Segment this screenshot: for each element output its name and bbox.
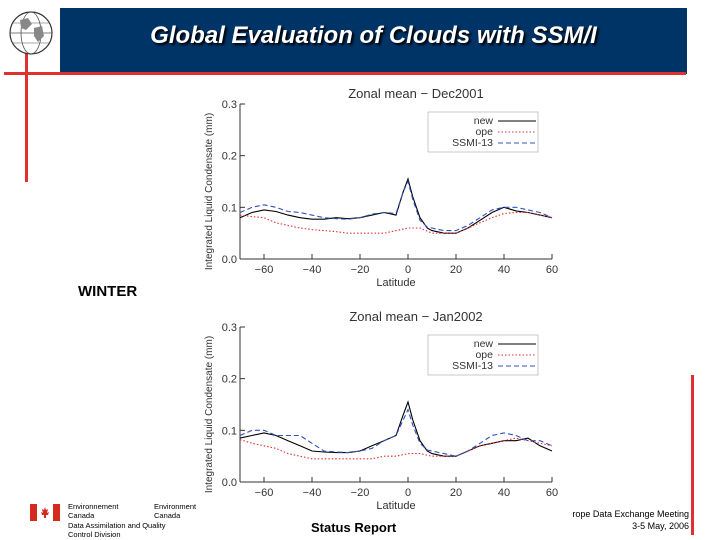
- x-tick-label: 40: [497, 487, 511, 499]
- legend-label: ope: [475, 349, 493, 361]
- x-tick-label: 60: [545, 264, 559, 276]
- x-tick-label: 20: [449, 487, 463, 499]
- org-line2-left: Canada: [68, 511, 95, 521]
- y-axis-label: Integrated Liquid Condensate (mm): [204, 112, 215, 271]
- meeting-line1: rope Data Exchange Meeting: [572, 509, 689, 519]
- footer-meeting: [530, 508, 689, 532]
- x-tick-label: −60: [254, 487, 274, 499]
- canada-flag-icon: [30, 504, 60, 521]
- legend-label: new: [473, 338, 493, 350]
- x-tick-label: 0: [404, 264, 412, 276]
- x-axis-label: Latitude: [376, 500, 416, 512]
- y-tick-label: 0.3: [221, 322, 237, 334]
- chart-jan2002: [200, 305, 560, 515]
- x-axis-label: Latitude: [376, 277, 416, 287]
- red-divider-vertical-right: [691, 375, 694, 535]
- meeting-line2: 3-5 May, 2006: [632, 521, 689, 531]
- organization-text: [68, 502, 238, 540]
- x-tick-label: −20: [350, 487, 370, 499]
- y-tick-label: 0.2: [221, 373, 237, 386]
- y-tick-label: 0.2: [221, 150, 237, 163]
- series-line-new: [240, 402, 552, 456]
- x-tick-label: −60: [254, 264, 274, 276]
- y-tick-label: 0.3: [221, 99, 237, 111]
- y-tick-label: 0.1: [221, 425, 237, 438]
- footer-status: Status Report: [311, 520, 397, 535]
- season-label: WINTER: [78, 283, 138, 300]
- legend-label: ope: [475, 126, 493, 138]
- x-tick-label: −20: [350, 264, 370, 276]
- legend-label: SSMI-13: [452, 137, 493, 149]
- series-line-new: [240, 179, 552, 233]
- chart-title: Zonal mean − Jan2002: [349, 309, 483, 324]
- org-line3: Data Assimilation and Quality: [68, 520, 166, 530]
- series-line-ssmi-13: [240, 182, 552, 231]
- x-tick-label: 40: [497, 264, 511, 276]
- globe-logo-icon: [6, 8, 56, 58]
- series-line-ssmi-13: [240, 410, 552, 457]
- y-tick-label: 0.0: [221, 477, 237, 489]
- chart-dec2001: [200, 82, 560, 287]
- legend-label: new: [473, 115, 493, 127]
- x-tick-label: −40: [302, 264, 322, 276]
- y-tick-label: 0.0: [221, 254, 237, 266]
- y-tick-label: 0.1: [221, 202, 237, 215]
- x-tick-label: −40: [302, 487, 322, 499]
- legend: [428, 335, 538, 375]
- x-tick-label: 20: [449, 264, 463, 276]
- org-line4: Control Division: [68, 530, 121, 540]
- x-tick-label: 0: [404, 487, 412, 499]
- red-divider-horizontal: [4, 72, 686, 75]
- slide-title: Global Evaluation of Clouds with SSM/I: [150, 22, 597, 49]
- org-line1-right: Environment: [154, 502, 197, 511]
- y-axis-label: Integrated Liquid Condensate (mm): [204, 335, 215, 494]
- org-line2-right: Canada: [154, 511, 181, 521]
- legend-label: SSMI-13: [452, 360, 493, 372]
- red-divider-vertical-left: [25, 42, 28, 182]
- legend: [428, 112, 538, 152]
- chart-title: Zonal mean − Dec2001: [348, 86, 484, 101]
- org-line1-left: Environnement: [68, 502, 119, 511]
- x-tick-label: 60: [545, 487, 559, 499]
